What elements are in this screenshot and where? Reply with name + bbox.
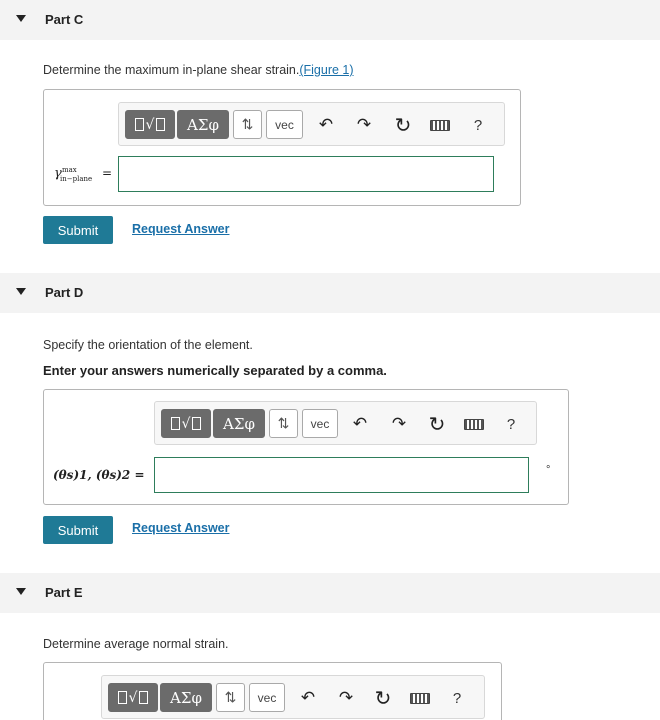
part-d-title: Part D xyxy=(45,285,84,300)
redo-icon[interactable]: ↷ xyxy=(391,414,407,433)
part-d-header[interactable] xyxy=(0,273,660,313)
gamma-max-label xyxy=(54,166,93,183)
part-c-submit-button[interactable]: Submit xyxy=(43,216,113,244)
part-c-answer-box xyxy=(43,89,521,206)
arrows-button[interactable]: ⇅ xyxy=(233,110,262,139)
gamma-sub-max: max xyxy=(62,166,77,174)
redo-icon[interactable]: ↷ xyxy=(338,688,354,707)
fraction-sqrt-button[interactable] xyxy=(108,683,158,712)
part-e-prompt: Determine average normal strain. xyxy=(43,637,229,651)
vector-button[interactable]: vec xyxy=(302,409,338,438)
help-icon[interactable]: ? xyxy=(473,116,483,134)
part-c-header[interactable] xyxy=(0,0,660,40)
equals-sign: = xyxy=(102,166,113,180)
part-d-submit-button[interactable]: Submit xyxy=(43,516,113,544)
part-e-title: Part E xyxy=(45,585,83,600)
part-c-prompt-text: Determine the maximum in-plane shear strain. xyxy=(43,63,300,77)
fraction-sqrt-icon: √ xyxy=(135,117,166,133)
fraction-sqrt-icon: √ xyxy=(171,416,202,432)
reset-icon[interactable]: ↻ xyxy=(394,114,412,137)
degree-unit: ° xyxy=(546,464,551,476)
undo-icon[interactable]: ↶ xyxy=(300,688,316,707)
collapse-caret-icon[interactable] xyxy=(16,588,26,595)
fraction-sqrt-icon: √ xyxy=(118,690,149,706)
undo-icon[interactable]: ↶ xyxy=(318,115,334,134)
part-c-prompt xyxy=(43,63,354,77)
vector-button[interactable]: vec xyxy=(266,110,303,139)
part-d-prompt: Specify the orientation of the element. xyxy=(43,338,253,352)
collapse-caret-icon[interactable] xyxy=(16,288,26,295)
arrows-button[interactable]: ⇅ xyxy=(216,683,245,712)
arrows-button[interactable]: ⇅ xyxy=(269,409,298,438)
shear-strain-input[interactable] xyxy=(118,156,494,192)
math-toolbar xyxy=(118,102,505,146)
keyboard-icon[interactable] xyxy=(409,687,431,709)
part-d-request-answer-link[interactable]: Request Answer xyxy=(132,521,230,535)
collapse-caret-icon[interactable] xyxy=(16,15,26,22)
part-c-title: Part C xyxy=(45,12,84,27)
orientation-angles-input[interactable] xyxy=(154,457,529,493)
undo-icon[interactable]: ↶ xyxy=(352,414,368,433)
part-d-answer-box xyxy=(43,389,569,505)
part-d-instruction: Enter your answers numerically separated by a comma. xyxy=(43,363,387,378)
greek-symbols-button[interactable]: ΑΣφ xyxy=(177,110,229,139)
gamma-symbol: γ xyxy=(54,166,62,181)
keyboard-icon[interactable] xyxy=(429,114,451,136)
vector-button[interactable]: vec xyxy=(249,683,285,712)
help-icon[interactable]: ? xyxy=(452,689,462,707)
gamma-sub-inplane: in−plane xyxy=(60,175,93,183)
greek-symbols-button[interactable]: ΑΣφ xyxy=(213,409,265,438)
keyboard-icon[interactable] xyxy=(463,413,485,435)
reset-icon[interactable]: ↻ xyxy=(374,687,392,710)
theta-s-label: (θs)1, (θs)2 = xyxy=(53,468,145,482)
greek-symbols-button[interactable]: ΑΣφ xyxy=(160,683,212,712)
part-e-header[interactable] xyxy=(0,573,660,613)
help-icon[interactable]: ? xyxy=(506,415,516,433)
math-toolbar xyxy=(101,675,485,719)
part-e-answer-box xyxy=(43,662,502,720)
redo-icon[interactable]: ↷ xyxy=(356,115,372,134)
fraction-sqrt-button[interactable] xyxy=(161,409,211,438)
part-c-request-answer-link[interactable]: Request Answer xyxy=(132,222,230,236)
figure-link[interactable]: (Figure 1) xyxy=(299,63,354,77)
fraction-sqrt-button[interactable] xyxy=(125,110,175,139)
reset-icon[interactable]: ↻ xyxy=(428,413,446,436)
math-toolbar xyxy=(154,401,537,445)
